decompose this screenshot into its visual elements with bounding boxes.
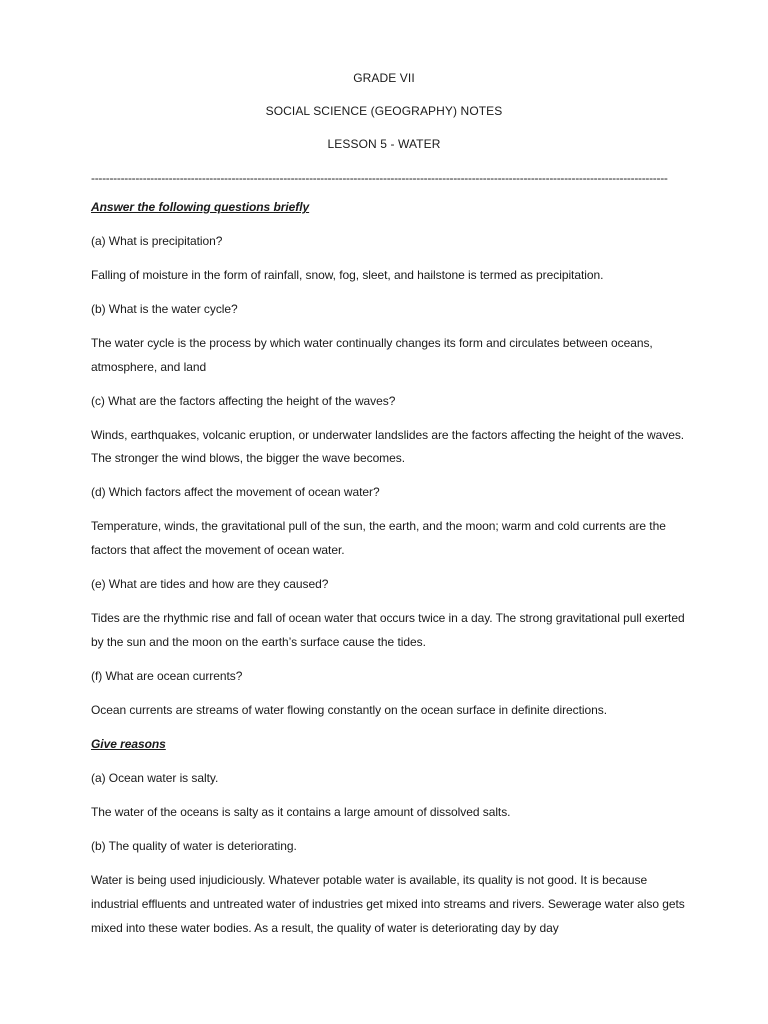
reason-answer-b-line-1: Water is being used injudiciously. Whatever potable water is available, its quality is not good. It is because: [91, 873, 648, 887]
question-c: (c) What are the factors affecting the height of the waves?: [91, 394, 396, 408]
answer-e-line-2: by the sun and the moon on the earth’s surface cause the tides.: [91, 635, 426, 649]
answer-c-line-1: Winds, earthquakes, volcanic eruption, or underwater landslides are the factors affecting the height of the waves.: [91, 428, 685, 442]
reason-question-b: (b) The quality of water is deteriorating.: [91, 839, 297, 853]
section-heading-reasons: Give reasons: [91, 737, 166, 751]
section-heading-brief: Answer the following questions briefly: [91, 200, 310, 214]
answer-d-line-2: factors that affect the movement of ocean water.: [91, 543, 345, 557]
question-a: (a) What is precipitation?: [91, 234, 223, 248]
answer-b-line-2: atmosphere, and land: [91, 360, 207, 374]
answer-c-line-2: The stronger the wind blows, the bigger the wave becomes.: [91, 451, 405, 465]
subject-title: SOCIAL SCIENCE (GEOGRAPHY) NOTES: [265, 104, 503, 118]
reason-question-a: (a) Ocean water is salty.: [91, 771, 219, 785]
dashed-divider: ------------------------------------------------------------------------------------------------------------------------------------------------------------: [91, 172, 668, 184]
answer-b-line-1: The water cycle is the process by which water continually changes its form and circulates between oceans,: [91, 336, 653, 350]
answer-a: Falling of moisture in the form of rainfall, snow, fog, sleet, and hailstone is termed as precipitation.: [91, 268, 604, 282]
answer-f: Ocean currents are streams of water flowing constantly on the ocean surface in definite directions.: [91, 703, 607, 717]
answer-d-line-1: Temperature, winds, the gravitational pull of the sun, the earth, and the moon; warm and cold currents are the: [91, 519, 666, 533]
grade-title: GRADE VII: [353, 71, 415, 85]
question-d: (d) Which factors affect the movement of ocean water?: [91, 485, 380, 499]
lesson-title: LESSON 5 - WATER: [327, 137, 441, 151]
question-e: (e) What are tides and how are they caused?: [91, 577, 329, 591]
question-f: (f) What are ocean currents?: [91, 669, 243, 683]
reason-answer-b-line-2: industrial effluents and untreated water of industries get mixed into streams and rivers. Sewerage water also gets: [91, 897, 685, 911]
question-b: (b) What is the water cycle?: [91, 302, 238, 316]
answer-e-line-1: Tides are the rhythmic rise and fall of ocean water that occurs twice in a day. The strong gravitational pull exerted: [91, 611, 685, 625]
reason-answer-b-line-3: mixed into these water bodies. As a result, the quality of water is deteriorating day by day: [91, 921, 559, 935]
reason-answer-a: The water of the oceans is salty as it contains a large amount of dissolved salts.: [91, 805, 511, 819]
